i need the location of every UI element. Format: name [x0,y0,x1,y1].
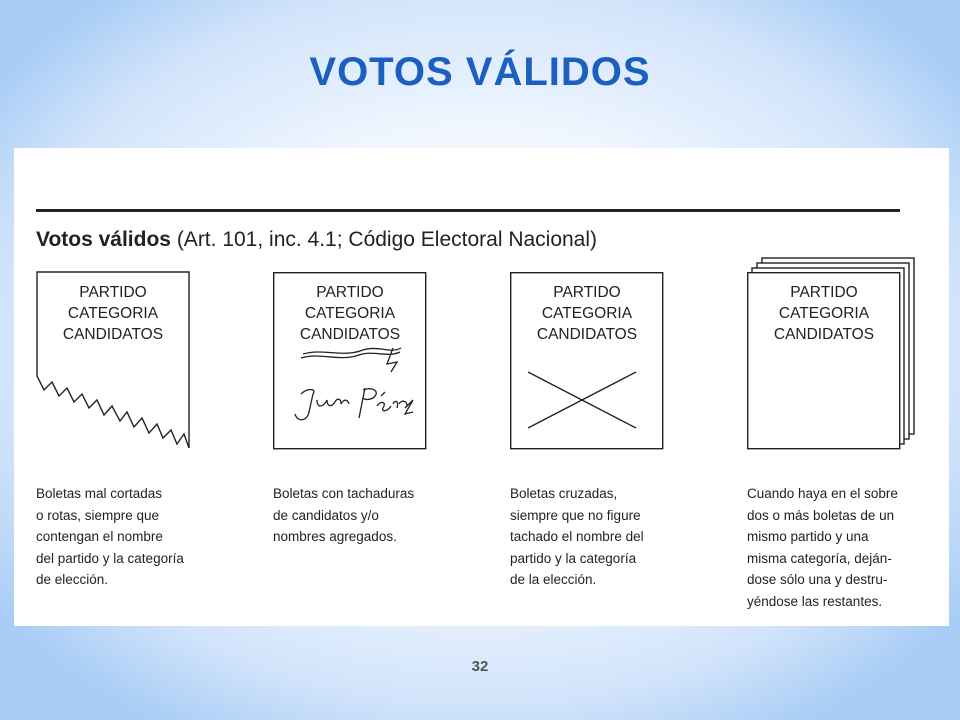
ballot-3-line-candidates: CANDIDATOS [536,326,638,343]
ballot-2-line-category: CATEGORIA [304,305,396,322]
figure-heading-rest: (Art. 101, inc. 4.1; Código Electoral Nacional) [170,228,598,251]
ballot-1-line-category: CATEGORIA [67,305,159,322]
figure-heading [36,228,597,252]
page-number: 32 [471,658,489,675]
ballot-4-line-party: PARTIDO [790,284,858,301]
amended-ballot-text [273,282,427,345]
ballot-2-line-party: PARTIDO [316,284,384,301]
stacked-ballots-text [747,282,901,345]
ballot-4-line-category: CATEGORIA [778,305,870,322]
ballot-1-line-candidates: CANDIDATOS [62,326,164,343]
ballot-2-line-candidates: CANDIDATOS [299,326,401,343]
ballot-1-line-party: PARTIDO [79,284,147,301]
figure-heading-bold: Votos válidos [36,228,171,251]
caption-multiple-ballots: Cuando haya en el sobre dos o más boletas de un mismo partido y una misma categoría, deján- dose sólo una y destru- yéndose las restantes. [747,486,898,609]
caption-torn-ballots: Boletas mal cortadas o rotas, siempre que contengan el nombre del partido y la categoría de elección. [36,486,184,587]
heading-rule [36,209,900,212]
caption-amended-ballots: Boletas con tachaduras de candidatos y/o nombres agregados. [273,486,415,544]
ballot-4-line-candidates: CANDIDATOS [773,326,875,343]
ballot-3-line-category: CATEGORIA [541,305,633,322]
torn-ballot-text [36,282,190,345]
caption-crossed-ballots: Boletas cruzadas, siempre que no figure tachado el nombre del partido y la categoría de la elección. [510,486,644,587]
slide-title: VOTOS VÁLIDOS [309,50,651,94]
ballot-3-line-party: PARTIDO [553,284,621,301]
figure-panel [14,148,949,626]
crossed-ballot-text [510,282,664,345]
